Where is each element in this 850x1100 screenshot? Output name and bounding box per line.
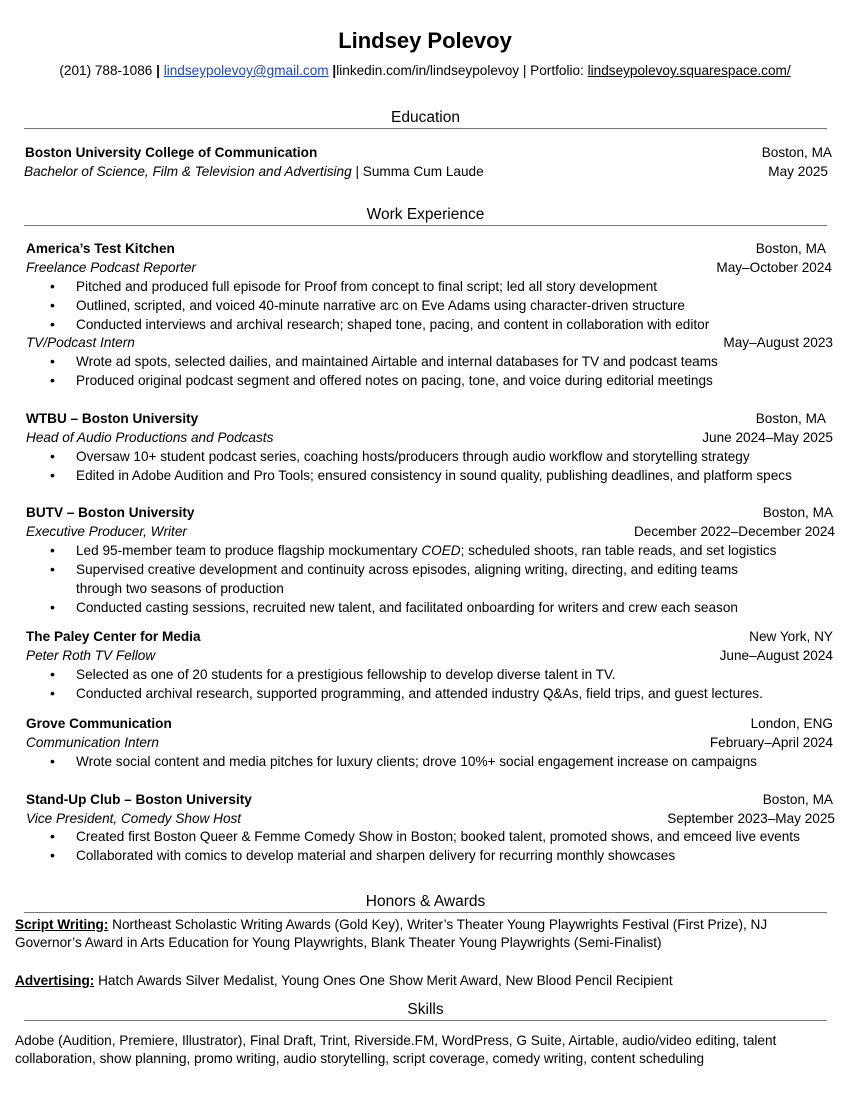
bullet-item: • Collaborated with comics to develop material and sharpen delivery for recurring monthly showcases <box>0 846 836 865</box>
job-org-row <box>26 714 833 733</box>
job-org: Grove Communication <box>26 716 172 731</box>
candidate-name: Lindsey Polevoy <box>338 28 512 53</box>
honors-text: Hatch Awards Silver Medalist, Young Ones One Show Merit Award, New Blood Pencil Recipient <box>94 973 673 988</box>
job-location: New York, NY <box>749 629 833 644</box>
section-title-education: Education <box>24 108 827 129</box>
job-title: Peter Roth TV Fellow <box>26 648 156 663</box>
job-title: Communication Intern <box>26 735 159 750</box>
job-org-row <box>26 409 826 428</box>
bullet-item: • Supervised creative development and continuity across episodes, aligning writing, directing, and editing teams through two seasons of production <box>0 560 776 598</box>
job-role-row <box>26 522 835 541</box>
job-location: Boston, MA <box>755 411 826 426</box>
job-location: Boston, MA <box>762 505 833 520</box>
job-date: June 2024–May 2025 <box>702 430 833 445</box>
bullet-item: • Wrote social content and media pitches for luxury clients; drove 10%+ social engagement increase on campaigns <box>0 752 836 771</box>
honors-label: Advertising: <box>15 973 95 988</box>
portfolio-label: Portfolio: <box>530 63 584 78</box>
bullet-item <box>0 541 836 560</box>
bullet-item: • Edited in Adobe Audition and Pro Tools; ensured consistency in sound quality, publishing deadlines, and platform specs <box>0 466 836 485</box>
school-location: Boston, MA <box>761 145 832 160</box>
separator: | <box>522 63 527 78</box>
job-org: BUTV – Boston University <box>26 505 195 520</box>
bullet-item: • Wrote ad spots, selected dailies, and maintained Airtable and internal databases for TV and podcast teams <box>0 352 836 371</box>
job-bullets <box>0 752 850 771</box>
bullet-item: • Pitched and produced full episode for Proof from concept to final script; led all story development <box>0 277 836 296</box>
job-bullets <box>0 541 850 617</box>
email-link[interactable]: lindseypolevoy@gmail.com <box>163 63 329 78</box>
job-bullets <box>0 277 850 334</box>
job-date: February–April 2024 <box>709 735 833 750</box>
bullet-item: • Conducted casting sessions, recruited new talent, and facilitated onboarding for writers and crew each season <box>0 598 836 617</box>
education-school-row <box>25 143 832 162</box>
job-role-row <box>26 258 832 277</box>
job-date: June–August 2024 <box>719 648 833 663</box>
job-date: May–October 2024 <box>716 260 832 275</box>
job-bullets <box>0 665 850 703</box>
honors-advertising <box>15 972 825 990</box>
job-bullets <box>0 827 850 865</box>
honors-script-writing <box>15 916 825 952</box>
contact-line <box>0 63 850 79</box>
job-org-row <box>26 790 833 809</box>
separator: | <box>332 63 337 78</box>
job-bullets <box>0 447 850 485</box>
job-date: September 2023–May 2025 <box>667 811 835 826</box>
job-date: December 2022–December 2024 <box>633 524 835 539</box>
job-title: Head of Audio Productions and Podcasts <box>26 430 274 445</box>
job-title: Vice President, Comedy Show Host <box>26 811 242 826</box>
linkedin-link[interactable]: linkedin.com/in/lindseypolevoy <box>336 63 520 78</box>
job-org-row <box>26 239 826 258</box>
job-location: Boston, MA <box>762 792 833 807</box>
degree: Bachelor of Science, Film & Television and Advertising <box>24 164 352 179</box>
job-org: Stand-Up Club – Boston University <box>26 792 252 807</box>
job-bullets <box>0 352 850 390</box>
honors-text: Northeast Scholastic Writing Awards (Gold Key), Writer’s Theater Young Playwrights Festival (First Prize), NJ Governor’s Award in Arts Education for Young Playwrights, Blank Theater Young Playwrights (Semi-Finalist) <box>15 917 768 950</box>
show-title: COED <box>421 543 461 558</box>
phone: (201) 788-1086 <box>59 63 153 78</box>
section-title-work: Work Experience <box>24 205 827 226</box>
section-title-honors: Honors & Awards <box>24 892 827 913</box>
honors-label: Script Writing: <box>15 917 109 932</box>
bullet-text: ; scheduled shoots, ran table reads, and set logistics <box>460 543 777 558</box>
job-role-row <box>26 733 833 752</box>
bullet-item: • Conducted archival research, supported programming, and attended industry Q&As, field trips, and guest lectures. <box>0 684 836 703</box>
degree-honor: | Summa Cum Laude <box>351 164 484 179</box>
section-title-skills: Skills <box>24 1000 827 1021</box>
bullet-item: • Selected as one of 20 students for a prestigious fellowship to develop diverse talent in TV. <box>0 665 836 684</box>
job-location: London, ENG <box>750 716 833 731</box>
bullet-item: • Created first Boston Queer & Femme Comedy Show in Boston; booked talent, promoted shows, and emceed live events <box>0 827 836 846</box>
separator: | <box>156 63 160 78</box>
job-org: WTBU – Boston University <box>26 411 199 426</box>
education-degree-row <box>24 162 828 181</box>
job-location: Boston, MA <box>755 241 826 256</box>
job-title: Freelance Podcast Reporter <box>26 260 197 275</box>
job-title: TV/Podcast Intern <box>26 335 135 350</box>
graduation-date: May 2025 <box>768 164 828 179</box>
job-org: The Paley Center for Media <box>26 629 201 644</box>
job-role-row <box>26 333 833 352</box>
job-date: May–August 2023 <box>723 335 833 350</box>
job-org-row <box>26 503 833 522</box>
bullet-item: • Oversaw 10+ student podcast series, coaching hosts/producers through audio workflow and storytelling strategy <box>0 447 836 466</box>
job-role-row <box>26 428 833 447</box>
job-title: Executive Producer, Writer <box>26 524 187 539</box>
bullet-item: • Conducted interviews and archival research; shaped tone, pacing, and content in collaboration with editor <box>0 315 836 334</box>
degree-line <box>24 162 484 181</box>
bullet-item: • Outlined, scripted, and voiced 40-minute narrative arc on Eve Adams using character-driven structure <box>0 296 836 315</box>
job-role-row <box>26 646 833 665</box>
job-org-row <box>26 627 833 646</box>
school-name: Boston University College of Communication <box>25 145 318 160</box>
bullet-text: Led 95-member team to produce flagship mockumentary <box>76 543 422 558</box>
portfolio-link[interactable]: lindseypolevoy.squarespace.com/ <box>587 63 791 78</box>
skills-text: Adobe (Audition, Premiere, Illustrator), Final Draft, Trint, Riverside.FM, WordPress, G Suite, Airtable, audio/video editing, talent collaboration, show planning, promo writing, audio storytelling, script coverage, comedy writing, content scheduling <box>15 1033 777 1066</box>
bullet-item: • Produced original podcast segment and offered notes on pacing, tone, and voice during editorial meetings <box>0 371 836 390</box>
job-role-row <box>26 809 835 828</box>
job-org: America’s Test Kitchen <box>26 241 175 256</box>
